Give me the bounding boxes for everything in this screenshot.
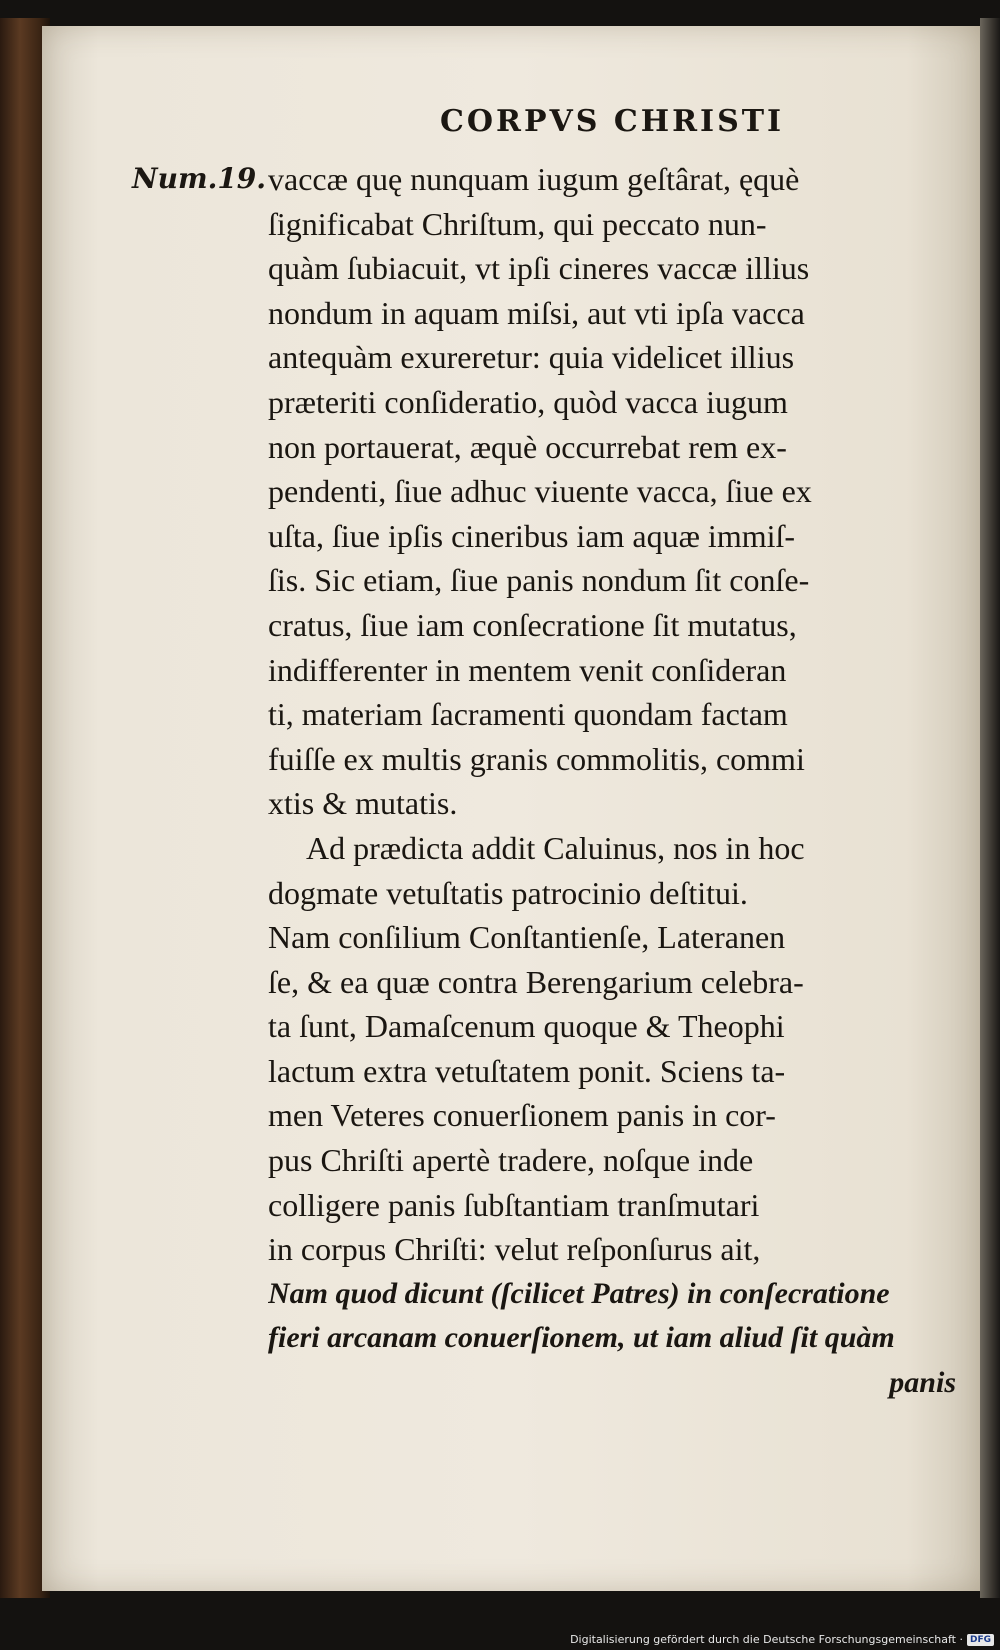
digitization-credit [570, 1633, 994, 1646]
text-line: pendenti, ſiue adhuc viuente vacca, ſiue ex [268, 473, 812, 510]
text-line: quàm ſubiacuit, vt ipſi cineres vaccæ illius [268, 250, 810, 287]
text-line: fuiſſe ex multis granis commolitis, commi [268, 740, 805, 777]
text-line: cratus, ſiue iam conſecratione ſit mutatus, [268, 606, 797, 643]
text-line: ſe, & ea quæ contra Berengarium celebra- [268, 963, 804, 1000]
text-line-italic: Nam quod dicunt (ſcilicet Patres) in conſecratione [268, 1276, 890, 1310]
text-line: in corpus Chriſti: velut reſponſurus ait, [268, 1231, 761, 1268]
text-line: non portauerat, æquè occurrebat rem ex- [268, 428, 787, 465]
text-line: dogmate vetuſtatis patrocinio deſtitui. [268, 874, 748, 911]
text-line: pus Chriſti apertè tradere, noſque inde [268, 1142, 754, 1179]
text-line: ſis. Sic etiam, ſiue panis nondum ſit conſe- [268, 562, 810, 599]
running-head: CORPVS CHRISTI [440, 104, 785, 139]
text-line: xtis & mutatis. [268, 785, 458, 822]
text-line: ſignificabat Chriſtum, qui peccato nun- [268, 205, 767, 242]
text-line: colligere panis ſubſtantiam tranſmutari [268, 1186, 760, 1223]
body-text [268, 157, 960, 1406]
text-line: Nam conſilium Conſtantienſe, Lateranen [268, 919, 786, 956]
text-line: ti, materiam ſacramenti quondam factam [268, 696, 788, 733]
dfg-logo: DFG [967, 1634, 994, 1646]
text-line: nondum in aquam miſsi, aut vti ipſa vacca [268, 294, 805, 331]
margin-note: Num.19. [132, 162, 267, 195]
text-line: men Veteres conuerſionem panis in cor- [268, 1097, 776, 1134]
catchword: panis [889, 1366, 956, 1400]
text-line-italic: fieri arcanam conuerſionem, ut iam aliud ſit quàm [268, 1321, 895, 1355]
text-line: vaccæ quę nunquam iugum geſtârat, ęquè [268, 161, 800, 197]
text-line: ta ſunt, Damaſcenum quoque & Theophi [268, 1008, 785, 1045]
text-line: uſta, ſiue ipſis cineribus iam aquæ immiſ- [268, 517, 796, 554]
text-line: indifferenter in mentem venit conſideran [268, 651, 787, 688]
text-line: præteriti conſideratio, quòd vacca iugum [268, 383, 788, 420]
text-line: Ad prædicta addit Caluinus, nos in hoc [306, 829, 805, 866]
credit-text: Digitalisierung gefördert durch die Deutsche Forschungsgemeinschaft · [570, 1633, 963, 1646]
page-right-edge [980, 18, 1000, 1598]
text-line: lactum extra vetuſtatem ponit. Sciens ta- [268, 1052, 786, 1089]
text-line: antequàm exureretur: quia videlicet illius [268, 339, 795, 376]
